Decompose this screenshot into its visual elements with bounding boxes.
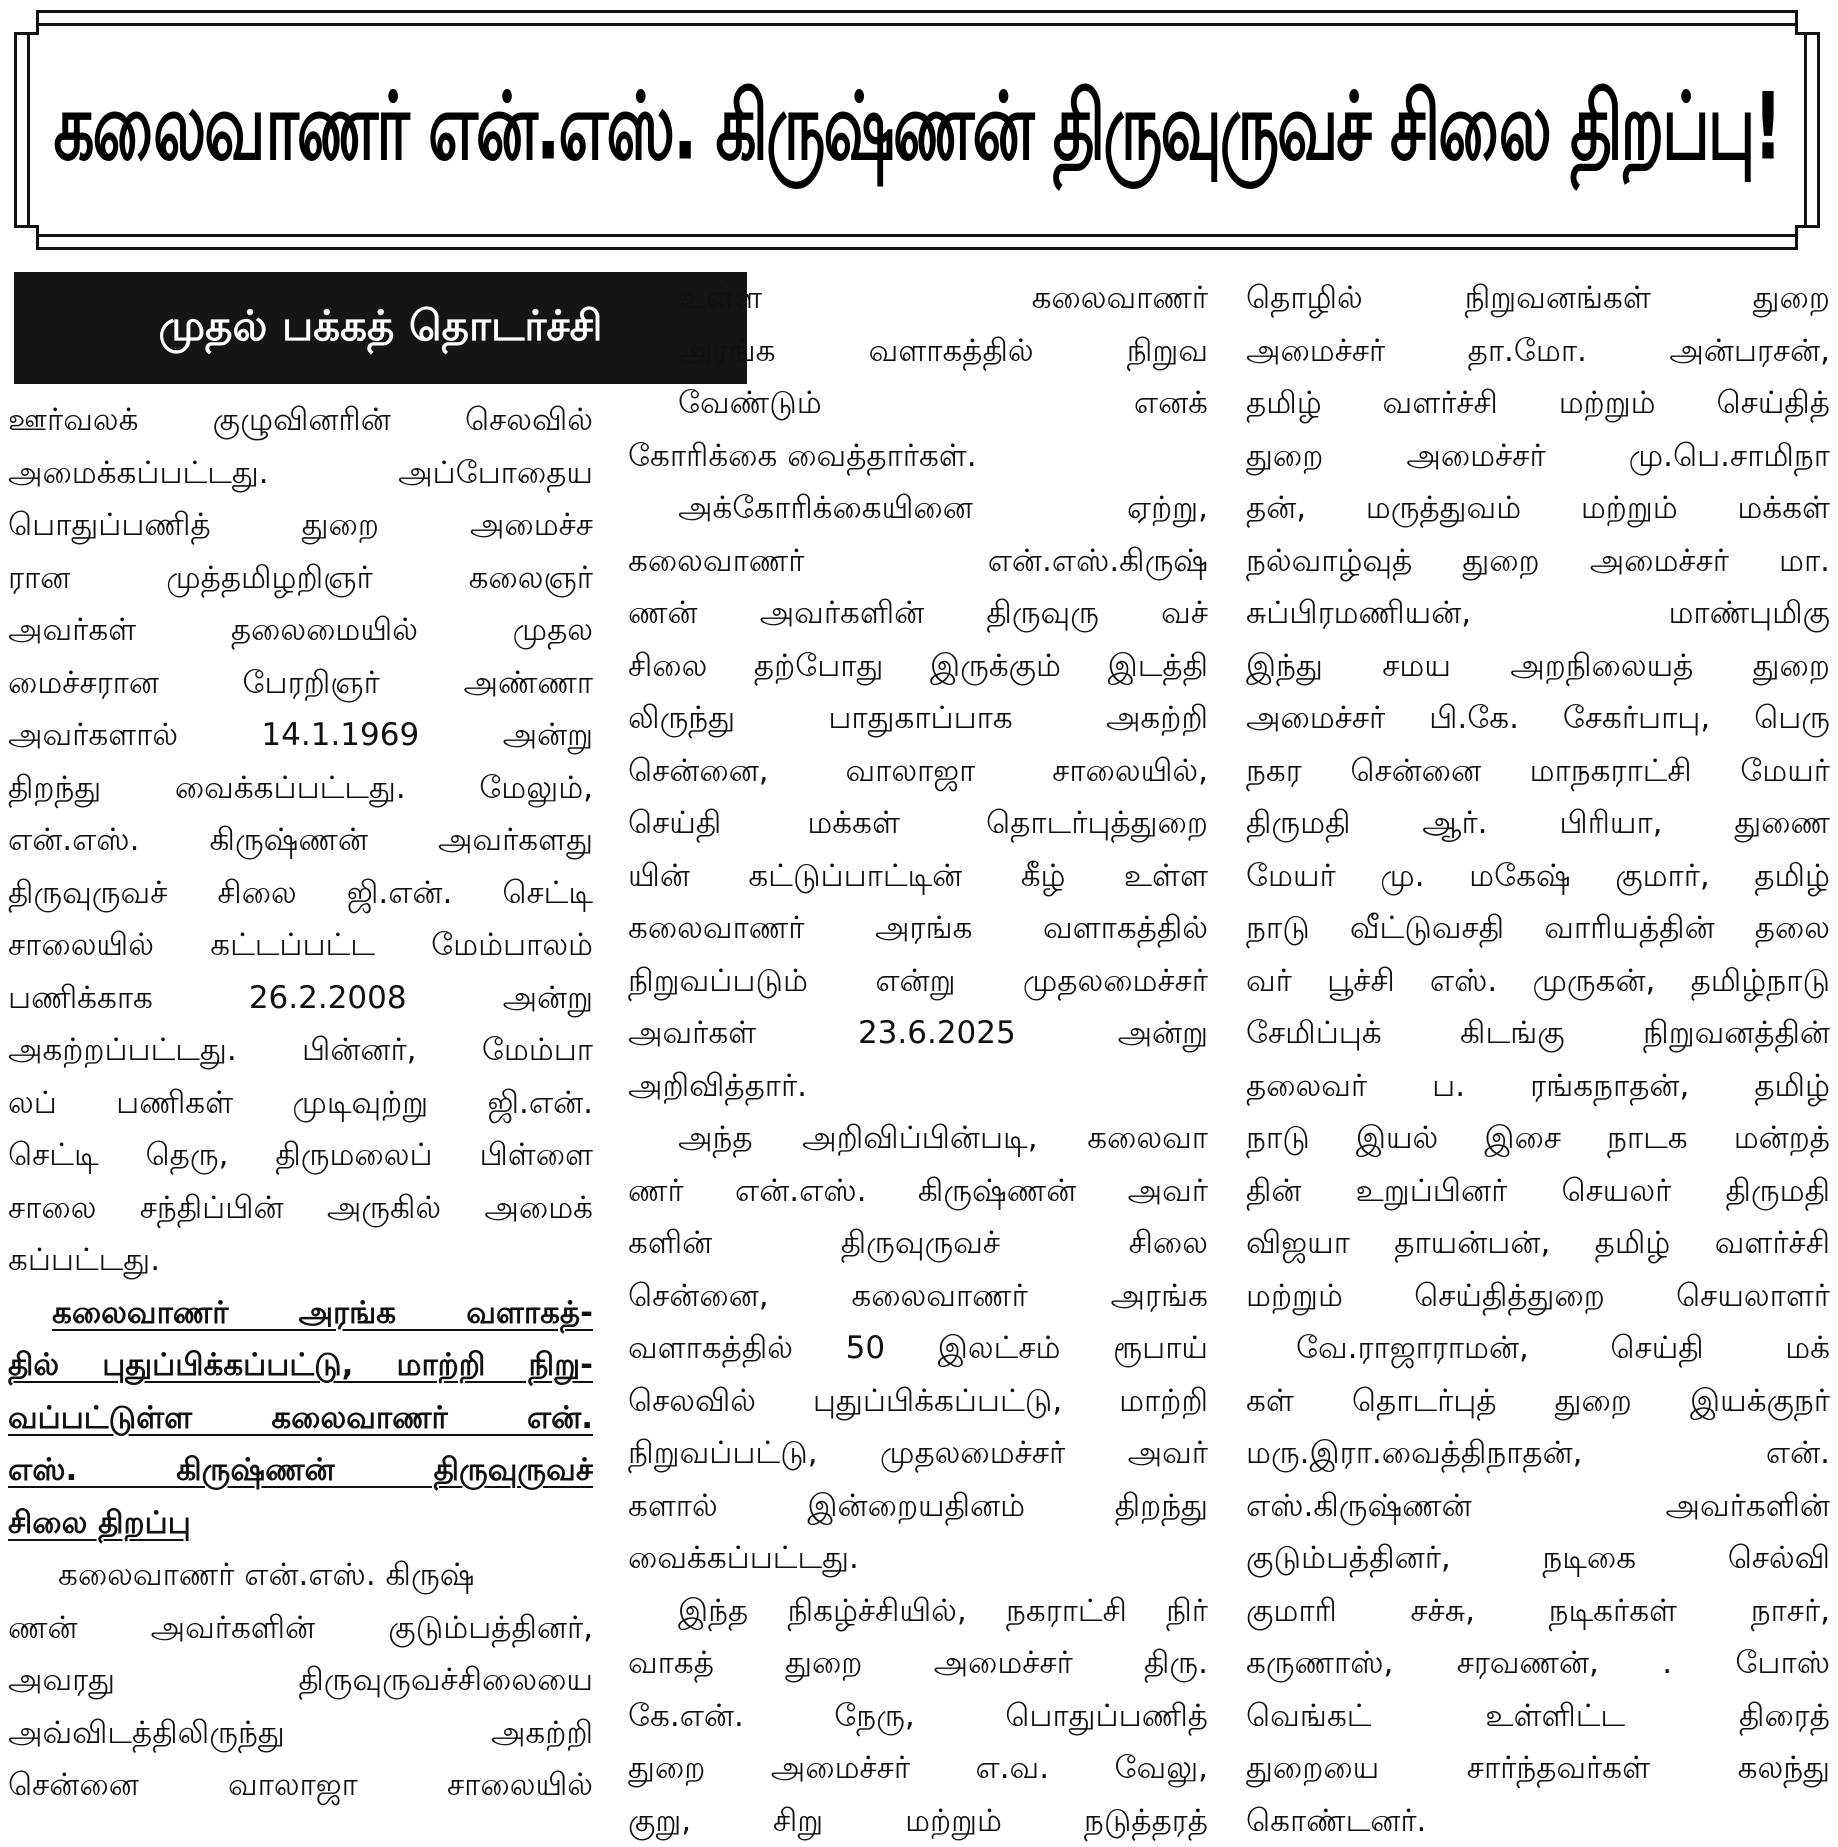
article-line: பொதுப்பணித் துறை அமைச்ச	[8, 499, 593, 552]
article-line: வப்பட்டுள்ள கலைவாணர் என்.	[8, 1392, 593, 1445]
article-line: கருணாஸ், சரவணன், . போஸ்	[1246, 1637, 1830, 1690]
article-line: திருவுருவச் சிலை ஜி.என். செட்டி	[8, 867, 593, 920]
article-line: செய்தி மக்கள் தொடர்புத்துறை	[628, 797, 1208, 850]
article-line: கலைவாணர் என்.எஸ். கிருஷ்	[8, 1549, 593, 1602]
article-line: சென்னை வாலாஜா சாலையில்	[8, 1759, 593, 1812]
article-line: கலைவாணர் என்.எஸ்.கிருஷ்	[628, 535, 1208, 588]
article-line: வெங்கட் உள்ளிட்ட திரைத்	[1246, 1690, 1830, 1743]
article-line: செலவில் புதுப்பிக்கப்பட்டு, மாற்றி	[628, 1375, 1208, 1428]
article-line: களால் இன்றையதினம் திறந்து	[628, 1480, 1208, 1533]
article-line: சிலை திறப்பு	[8, 1497, 593, 1550]
article-line: கள் தொடர்புத் துறை இயக்குநர்	[1246, 1375, 1830, 1428]
article-line: ணன் அவர்களின் திருவுரு வச்	[628, 587, 1208, 640]
article-line: நகர சென்னை மாநகராட்சி மேயர்	[1246, 745, 1830, 798]
headline: கலைவாணர் என்.எஸ். கிருஷ்ணன் திருவுருவச் சிலை திறப்பு!	[47, 11, 1787, 258]
article-line: தமிழ் வளர்ச்சி மற்றும் செய்தித்	[1246, 377, 1830, 430]
article-line: சென்னை, வாலாஜா சாலையில்,	[628, 745, 1208, 798]
article-line: ணன் அவர்களின் குடும்பத்தினர்,	[8, 1602, 593, 1655]
article-line: அவரது திருவுருவச்சிலையை	[8, 1654, 593, 1707]
frame-corner	[1795, 225, 1820, 250]
article-line: மற்றும் செய்தித்துறை செயலாளர்	[1246, 1270, 1830, 1323]
article-line: தன், மருத்துவம் மற்றும் மக்கள்	[1246, 482, 1830, 535]
frame-corner	[14, 225, 39, 250]
article-line: வே.ராஜாராமன், செய்தி மக்	[1246, 1322, 1830, 1375]
article-line: பணிக்காக 26.2.2008 அன்று	[8, 972, 593, 1025]
article-line: லிருந்து பாதுகாப்பாக அகற்றி	[628, 692, 1208, 745]
article-line: துறை அமைச்சர் மு.பெ.சாமிநா	[1246, 430, 1830, 483]
article-line: சென்னை, கலைவாணர் அரங்க	[628, 1270, 1208, 1323]
article-line: அவர்களால் 14.1.1969 அன்று	[8, 709, 593, 762]
article-line: தலைவர் ப. ரங்கநாதன், தமிழ்	[1246, 1060, 1830, 1113]
article-line: சிலை தற்போது இருக்கும் இடத்தி	[628, 640, 1208, 693]
article-line: விஜயா தாயன்பன், தமிழ் வளர்ச்சி	[1246, 1217, 1830, 1270]
article-line: அவர்கள் தலைமையில் முதல	[8, 604, 593, 657]
article-line: துறை அமைச்சர் எ.வ. வேலு,	[628, 1742, 1208, 1795]
article-line: கலைவாணர் அரங்க வளாகத்தில்	[628, 902, 1208, 955]
article-line: திறந்து வைக்கப்பட்டது. மேலும்,	[8, 762, 593, 815]
article-line: வர் பூச்சி எஸ். முருகன், தமிழ்நாடு	[1246, 955, 1830, 1008]
continuation-banner: முதல் பக்கத் தொடர்ச்சி	[14, 272, 747, 384]
article-line: திருமதி ஆர். பிரியா, துணை	[1246, 797, 1830, 850]
article-line: லப் பணிகள் முடிவுற்று ஜி.என்.	[8, 1077, 593, 1130]
article-line: சாலை சந்திப்பின் அருகில் அமைக்	[8, 1182, 593, 1235]
article-line: அக்கோரிக்கையினை ஏற்று,	[628, 482, 1208, 535]
article-line: அமைக்கப்பட்டது. அப்போதைய	[8, 447, 593, 500]
article-line: ஊர்வலக் குழுவினரின் செலவில்	[8, 394, 593, 447]
article-line: அறிவித்தார்.	[628, 1060, 1208, 1113]
article-line: அரங்க வளாகத்தில் நிறுவ	[628, 325, 1208, 378]
article-line: ணர் என்.எஸ். கிருஷ்ணன் அவர்	[628, 1165, 1208, 1218]
article-line: கப்பட்டது.	[8, 1234, 593, 1287]
article-column-2	[628, 272, 1208, 1847]
article-line: அவர்கள் 23.6.2025 அன்று	[628, 1007, 1208, 1060]
article-line: துறையை சார்ந்தவர்கள் கலந்து	[1246, 1742, 1830, 1795]
article-line: இந்து சமய அறநிலையத் துறை	[1246, 640, 1830, 693]
article-line: தின் உறுப்பினர் செயலர் திருமதி	[1246, 1165, 1830, 1218]
article-line: மேயர் மு. மகேஷ் குமார், தமிழ்	[1246, 850, 1830, 903]
frame-corner	[14, 10, 39, 35]
article-line: வேண்டும் எனக்	[628, 377, 1208, 430]
article-line: அந்த அறிவிப்பின்படி, கலைவா	[628, 1112, 1208, 1165]
article-line: என்.எஸ். கிருஷ்ணன் அவர்களது	[8, 814, 593, 867]
article-line: அமைச்சர் தா.மோ. அன்பரசன்,	[1246, 325, 1830, 378]
article-line: தில் புதுப்பிக்கப்பட்டு, மாற்றி நிறு-	[8, 1339, 593, 1392]
article-line: எஸ்.கிருஷ்ணன் அவர்களின்	[1246, 1480, 1830, 1533]
article-line: வைக்கப்பட்டது.	[628, 1532, 1208, 1585]
article-line: கலைவாணர் அரங்க வளாகத்-	[8, 1287, 593, 1340]
article-line: எஸ். கிருஷ்ணன் திருவுருவச்	[8, 1444, 593, 1497]
frame-corner	[1795, 10, 1820, 35]
article-line: வாகத் துறை அமைச்சர் திரு.	[628, 1637, 1208, 1690]
article-column-1	[8, 394, 593, 1812]
article-line: மரு.இரா.வைத்திநாதன், என்.	[1246, 1427, 1830, 1480]
article-line: யின் கட்டுப்பாட்டின் கீழ் உள்ள	[628, 850, 1208, 903]
article-line: அமைச்சர் பி.கே. சேகர்பாபு, பெரு	[1246, 692, 1830, 745]
article-line: இந்த நிகழ்ச்சியில், நகராட்சி நிர்	[628, 1585, 1208, 1638]
article-line: செட்டி தெரு, திருமலைப் பிள்ளை	[8, 1129, 593, 1182]
article-line: கோரிக்கை வைத்தார்கள்.	[628, 430, 1208, 483]
article-line: நிறுவப்படும் என்று முதலமைச்சர்	[628, 955, 1208, 1008]
headline-frame	[14, 10, 1820, 250]
article-line: வளாகத்தில் 50 இலட்சம் ரூபாய்	[628, 1322, 1208, 1375]
article-line: கே.என். நேரு, பொதுப்பணித்	[628, 1690, 1208, 1743]
article-line: மைச்சரான பேரறிஞர் அண்ணா	[8, 657, 593, 710]
article-line: குமாரி சச்சு, நடிகர்கள் நாசர்,	[1246, 1585, 1830, 1638]
article-line: குடும்பத்தினர், நடிகை செல்வி	[1246, 1532, 1830, 1585]
article-line: கொண்டனர்.	[1246, 1795, 1830, 1847]
article-line: உள்ள கலைவாணர்	[628, 272, 1208, 325]
article-line: நாடு வீட்டுவசதி வாரியத்தின் தலை	[1246, 902, 1830, 955]
article-line: களின் திருவுருவச் சிலை	[628, 1217, 1208, 1270]
article-line: சேமிப்புக் கிடங்கு நிறுவனத்தின்	[1246, 1007, 1830, 1060]
article-column-3	[1246, 272, 1830, 1847]
article-line: நாடு இயல் இசை நாடக மன்றத்	[1246, 1112, 1830, 1165]
article-line: சுப்பிரமணியன், மாண்புமிகு	[1246, 587, 1830, 640]
article-line: அகற்றப்பட்டது. பின்னர், மேம்பா	[8, 1024, 593, 1077]
article-line: தொழில் நிறுவனங்கள் துறை	[1246, 272, 1830, 325]
article-line: நிறுவப்பட்டு, முதலமைச்சர் அவர்	[628, 1427, 1208, 1480]
article-line: சாலையில் கட்டப்பட்ட மேம்பாலம்	[8, 919, 593, 972]
article-line: அவ்விடத்திலிருந்து அகற்றி	[8, 1707, 593, 1760]
article-line: ரான முத்தமிழறிஞர் கலைஞர்	[8, 552, 593, 605]
article-line: நல்வாழ்வுத் துறை அமைச்சர் மா.	[1246, 535, 1830, 588]
article-line: குறு, சிறு மற்றும் நடுத்தரத்	[628, 1795, 1208, 1847]
